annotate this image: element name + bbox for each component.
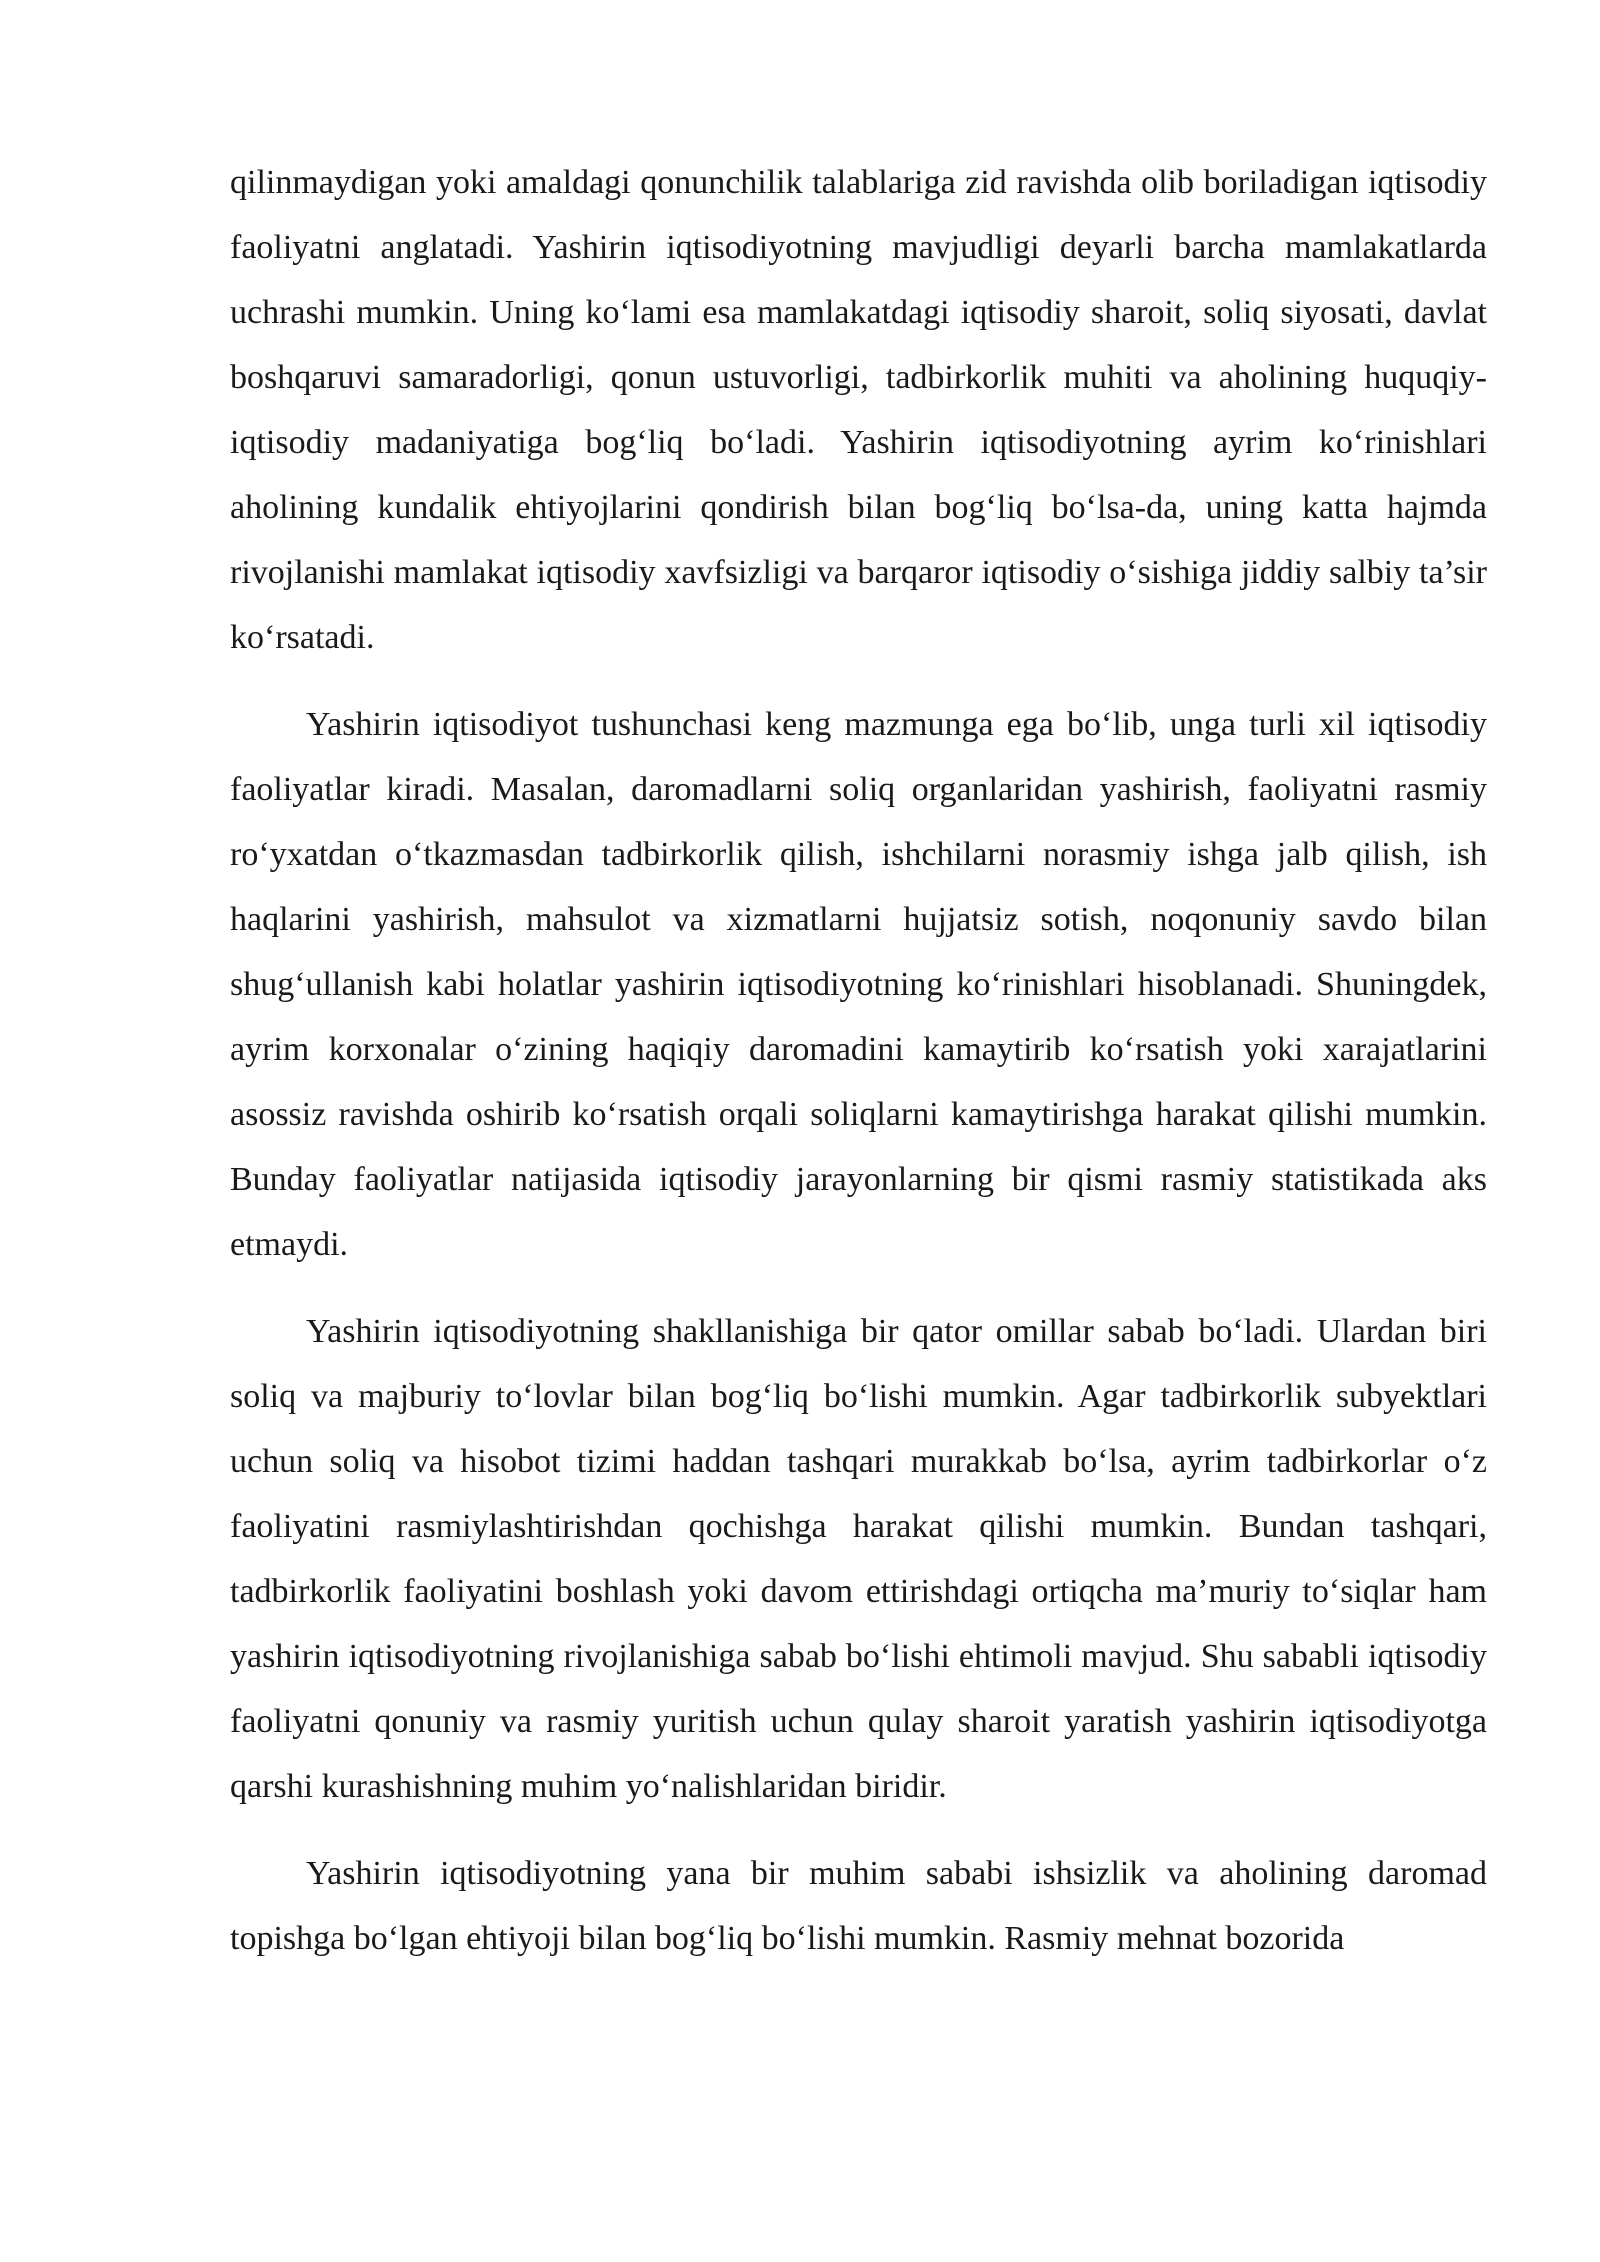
document-body bbox=[230, 150, 1487, 1993]
paragraph-unemployment-cause: Yashirin iqtisodiyotning yana bir muhim sababi ishsizlik va aholining daromad topishga boʻlgan ehtiyoji bilan bogʻliq boʻlishi mumkin. Rasmiy mehnat bozorida bbox=[230, 1855, 1487, 1957]
paragraph-formation-factors: Yashirin iqtisodiyotning shakllanishiga bir qator omillar sabab boʻladi. Ulardan biri soliq va majburiy toʻlovlar bilan bogʻliq boʻlishi mumkin. Agar tadbirkorlik subyektlari uchun soliq va hisobot tizimi haddan tashqari murakkab boʻlsa, ayrim tadbirkorlar oʻz faoliyatini rasmiylashtirishdan qochishga harakat qilishi mumkin. Bundan tashqari, tadbirkorlik faoliyatini boshlash yoki davom ettirishdagi ortiqcha ma’muriy toʻsiqlar ham yashirin iqtisodiyotning rivojlanishiga sabab boʻlishi ehtimoli mavjud. Shu sababli iqtisodiy faoliyatni qonuniy va rasmiy yuritish uchun qulay sharoit yaratish yashirin iqtisodiyotga qarshi kurashishning muhim yoʻnalishlaridan biridir. bbox=[230, 1313, 1487, 1805]
paragraph-shadow-economy-concept: Yashirin iqtisodiyot tushunchasi keng mazmunga ega boʻlib, unga turli xil iqtisodiy faoliyatlar kiradi. Masalan, daromadlarni soliq organlaridan yashirish, faoliyatni rasmiy roʻyxatdan oʻtkazmasdan tadbirkorlik qilish, ishchilarni norasmiy ishga jalb qilish, ish haqlarini yashirish, mahsulot va xizmatlarni hujjatsiz sotish, noqonuniy savdo bilan shugʻullanish kabi holatlar yashirin iqtisodiyotning koʻrinishlari hisoblanadi. Shuningdek, ayrim korxonalar oʻzining haqiqiy daromadini kamaytirib koʻrsatish yoki xarajatlarini asossiz ravishda oshirib koʻrsatish orqali soliqlarni kamaytirishga harakat qilishi mumkin. Bunday faoliyatlar natijasida iqtisodiy jarayonlarning bir qismi rasmiy statistikada aks etmaydi. bbox=[230, 706, 1487, 1263]
paragraph-continued: qilinmaydigan yoki amaldagi qonunchilik talablariga zid ravishda olib boriladigan iqtisodiy faoliyatni anglatadi. Yashirin iqtisodiyotning mavjudligi deyarli barcha mamlakatlarda uchrashi mumkin. Uning koʻlami esa mamlakatdagi iqtisodiy sharoit, soliq siyosati, davlat boshqaruvi samaradorligi, qonun ustuvorligi, tadbirkorlik muhiti va aholining huquqiy-iqtisodiy madaniyatiga bogʻliq boʻladi. Yashirin iqtisodiyotning ayrim koʻrinishlari aholining kundalik ehtiyojlarini qondirish bilan bogʻliq boʻlsa-da, uning katta hajmda rivojlanishi mamlakat iqtisodiy xavfsizligi va barqaror iqtisodiy oʻsishiga jiddiy salbiy ta’sir koʻrsatadi. bbox=[230, 164, 1487, 656]
